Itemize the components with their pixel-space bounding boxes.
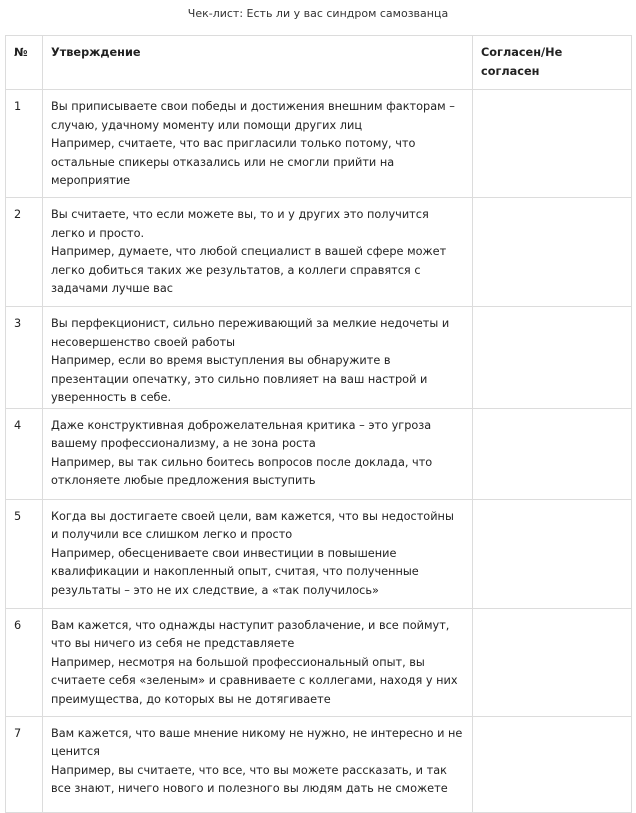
table-row bbox=[6, 408, 632, 499]
answer-cell[interactable] bbox=[473, 408, 632, 499]
header-row bbox=[6, 36, 632, 90]
answer-cell[interactable] bbox=[473, 90, 632, 198]
row-statement-cell bbox=[43, 608, 473, 716]
example-text: Например, думаете, что любой специалист в вашей сфере может легко добиться таких же результатов, а коллеги справятся с задачами лучше вас bbox=[51, 245, 447, 295]
answer-cell[interactable] bbox=[473, 198, 632, 307]
row-statement-cell bbox=[43, 90, 473, 198]
table-row bbox=[6, 499, 632, 608]
example-text: Например, обесцениваете свои инвестиции в повышение квалификации и накопленный опыт, считая, что полученные результаты – это не их следствие, а «так получилось» bbox=[51, 546, 419, 597]
row-number: 1 bbox=[6, 90, 43, 198]
header-statement: Утверждение bbox=[43, 36, 473, 90]
statement-text: Даже конструктивная доброжелательная критика – это угроза вашему профессионализму, а не зона роста bbox=[51, 418, 432, 450]
statement-text: Вы приписываете свои победы и достижения внешним факторам – случаю, удачному моменту или помощи других лиц bbox=[51, 100, 455, 132]
answer-cell[interactable] bbox=[473, 307, 632, 409]
example-text: Например, вы так сильно боитесь вопросов после доклада, что отклоняете любые предложения выступить bbox=[51, 455, 433, 487]
statement-text: Вам кажется, что ваше мнение никому не нужно, не интересно и не ценится bbox=[51, 726, 463, 758]
header-number: № bbox=[6, 36, 43, 90]
answer-cell[interactable] bbox=[473, 608, 632, 716]
table-row bbox=[6, 198, 632, 307]
table-row bbox=[6, 90, 632, 198]
statement-text: Вы перфекционист, сильно переживающий за мелкие недочеты и несовершенство своей работы bbox=[51, 317, 450, 349]
header-answer: Согласен/Не согласен bbox=[473, 36, 632, 90]
example-text: Например, несмотря на большой профессиональный опыт, вы считаете себя «зеленым» и сравниваете с коллегами, находя у них преимущества, до которых вы не дотягиваете bbox=[51, 655, 458, 706]
row-statement-cell bbox=[43, 408, 473, 499]
answer-cell[interactable] bbox=[473, 499, 632, 608]
row-number: 5 bbox=[6, 499, 43, 608]
row-number: 3 bbox=[6, 307, 43, 409]
row-number: 4 bbox=[6, 408, 43, 499]
checklist-table bbox=[5, 35, 632, 813]
statement-text: Вам кажется, что однажды наступит разоблачение, и все поймут, что вы ничего из себя не представляете bbox=[51, 618, 450, 650]
table-row bbox=[6, 716, 632, 812]
row-statement-cell bbox=[43, 499, 473, 608]
statement-text: Когда вы достигаете своей цели, вам кажется, что вы недостойны и получили все слишком легко и просто bbox=[51, 509, 454, 541]
checklist-title: Чек-лист: Есть ли у вас синдром самозванца bbox=[187, 7, 449, 20]
row-number: 7 bbox=[6, 716, 43, 812]
statement-text: Вы считаете, что если можете вы, то и у других это получится легко и просто. bbox=[51, 208, 429, 240]
table-row bbox=[6, 307, 632, 409]
row-number: 2 bbox=[6, 198, 43, 307]
table-row bbox=[6, 608, 632, 716]
row-statement-cell bbox=[43, 716, 473, 812]
example-text: Например, считаете, что вас пригласили только потому, что остальные спикеры отказались или не смогли прийти на мероприятие bbox=[51, 137, 416, 187]
row-number: 6 bbox=[6, 608, 43, 716]
example-text: Например, вы считаете, что все, что вы можете рассказать, и так все знают, ничего нового и полезного вы людям дать не сможете bbox=[51, 763, 448, 795]
row-statement-cell bbox=[43, 198, 473, 307]
answer-cell[interactable] bbox=[473, 716, 632, 812]
row-statement-cell bbox=[43, 307, 473, 409]
example-text: Например, если во время выступления вы обнаружите в презентации опечатку, это сильно повлияет на ваш настрой и уверенность в себе. bbox=[51, 354, 428, 404]
